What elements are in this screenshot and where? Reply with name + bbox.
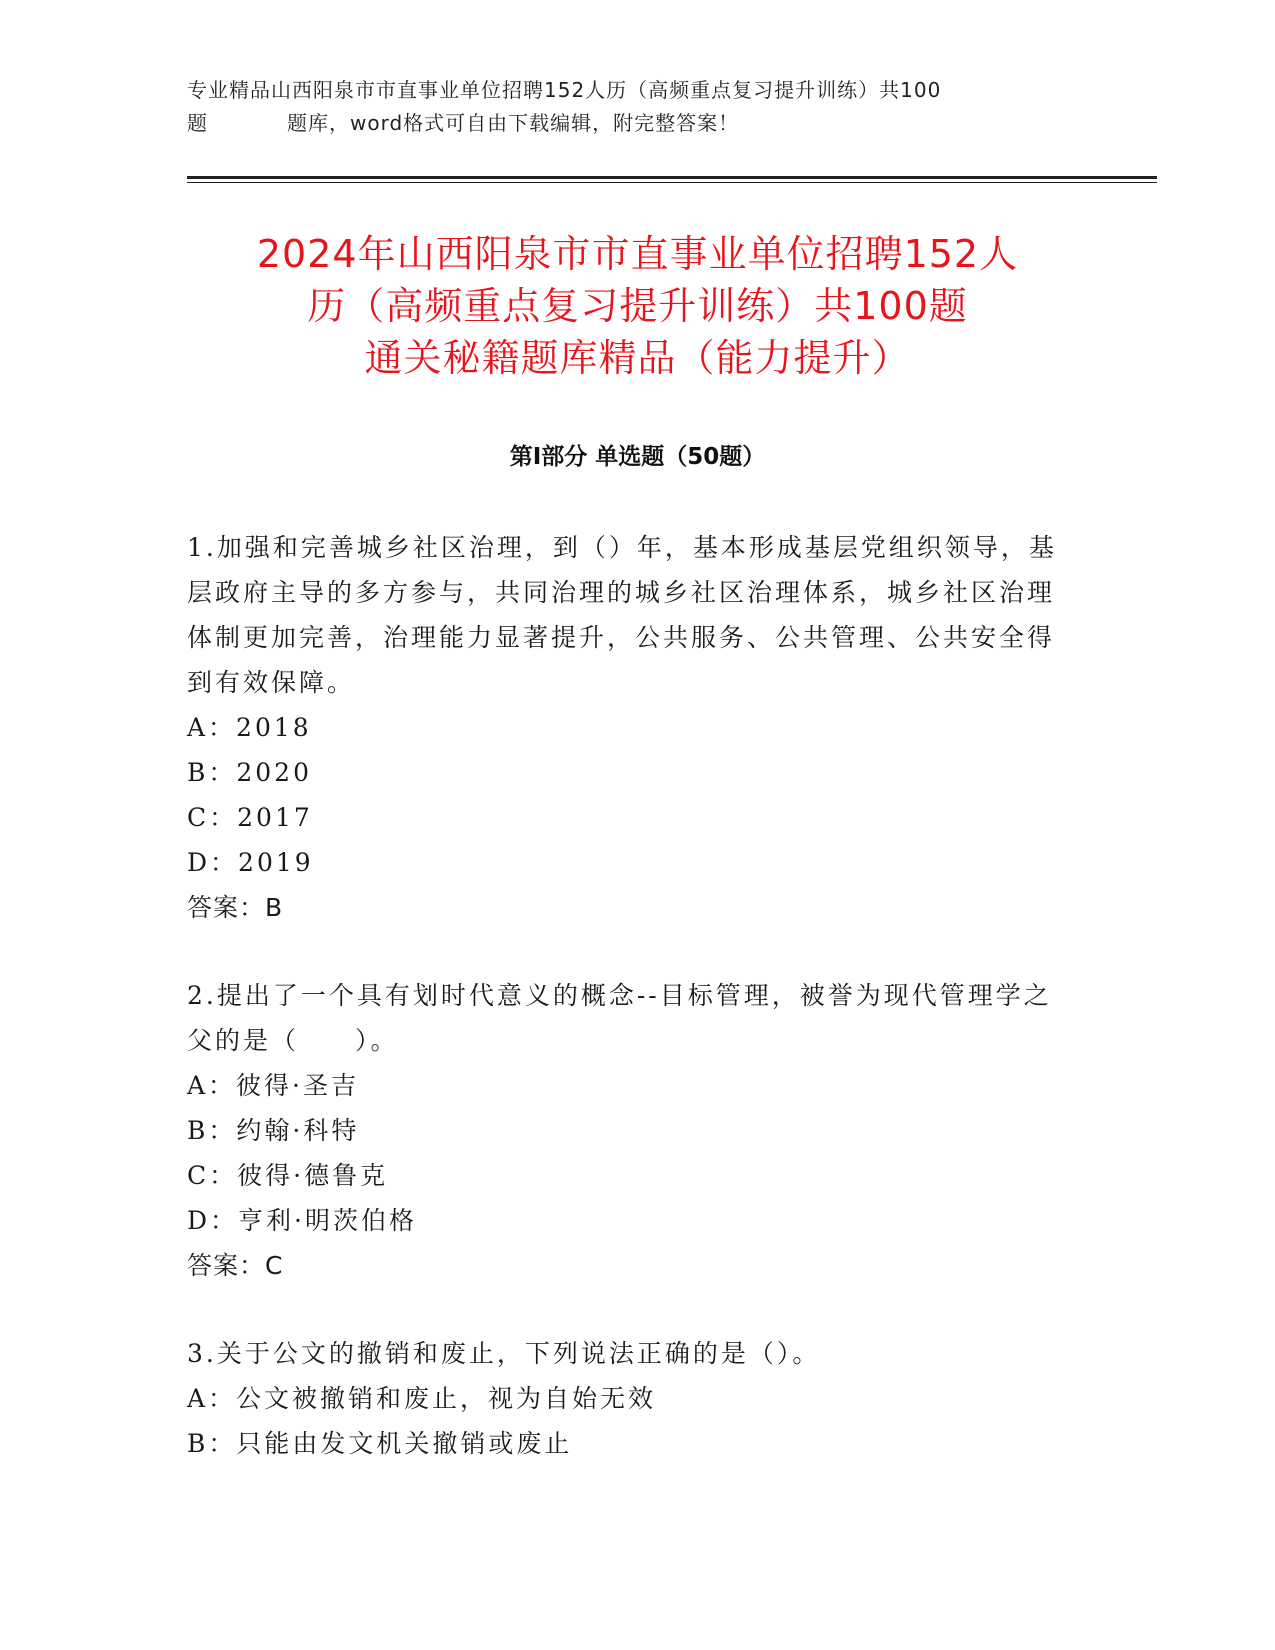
answer: 答案：B — [187, 893, 284, 922]
header-note-line2-rest: 题库，word格式可自由下载编辑，附完整答案！ — [287, 111, 740, 135]
title-line-3: 通关秘籍题库精品（能力提升） — [364, 336, 911, 380]
option-a: A：彼得·圣吉 — [187, 1071, 360, 1100]
document-title — [150, 228, 1125, 384]
question-stem: 1.加强和完善城乡社区治理，到（）年，基本形成基层党组织领导，基层政府主导的多方参与，共同治理的城乡社区治理体系，城乡社区治理体制更加完善，治理能力显著提升，公共服务、公共管理、公共安全得到有效保障。 — [187, 533, 1057, 697]
question-stem: 3.关于公文的撤销和废止，下列说法正确的是（）。 — [187, 1339, 821, 1368]
option-b: B：只能由发文机关撤销或废止 — [187, 1429, 573, 1458]
option-a: A：2018 — [187, 713, 312, 742]
question-3 — [187, 1331, 1067, 1466]
title-line-1: 2024年山西阳泉市市直事业单位招聘152人 — [256, 232, 1019, 276]
option-c: C：2017 — [187, 803, 313, 832]
option-b: B：约翰·科特 — [187, 1116, 360, 1145]
header-rule-thin — [187, 182, 1157, 183]
title-line-2: 历（高频重点复习提升训练）共100题 — [307, 284, 968, 328]
section-heading: 第I部分 单选题（50题） — [509, 444, 766, 470]
header-note — [187, 74, 1087, 140]
header-rule-thick — [187, 176, 1157, 179]
header-note-line2-start: 题 — [187, 111, 208, 135]
option-b: B：2020 — [187, 758, 312, 787]
header-note-line1: 专业精品山西阳泉市市直事业单位招聘152人历（高频重点复习提升训练）共100 — [187, 78, 942, 102]
option-a: A：公文被撤销和废止，视为自始无效 — [187, 1384, 657, 1413]
question-2 — [187, 973, 1067, 1288]
option-d: D：亨利·明茨伯格 — [187, 1206, 417, 1235]
header-note-line2 — [187, 107, 1087, 140]
answer: 答案：C — [187, 1251, 284, 1280]
question-1 — [187, 525, 1067, 930]
question-list — [187, 525, 1067, 1466]
option-d: D：2019 — [187, 848, 314, 877]
question-stem: 2.提出了一个具有划时代意义的概念--目标管理，被誉为现代管理学之父的是（ ）。 — [187, 981, 1052, 1055]
option-c: C：彼得·德鲁克 — [187, 1161, 389, 1190]
